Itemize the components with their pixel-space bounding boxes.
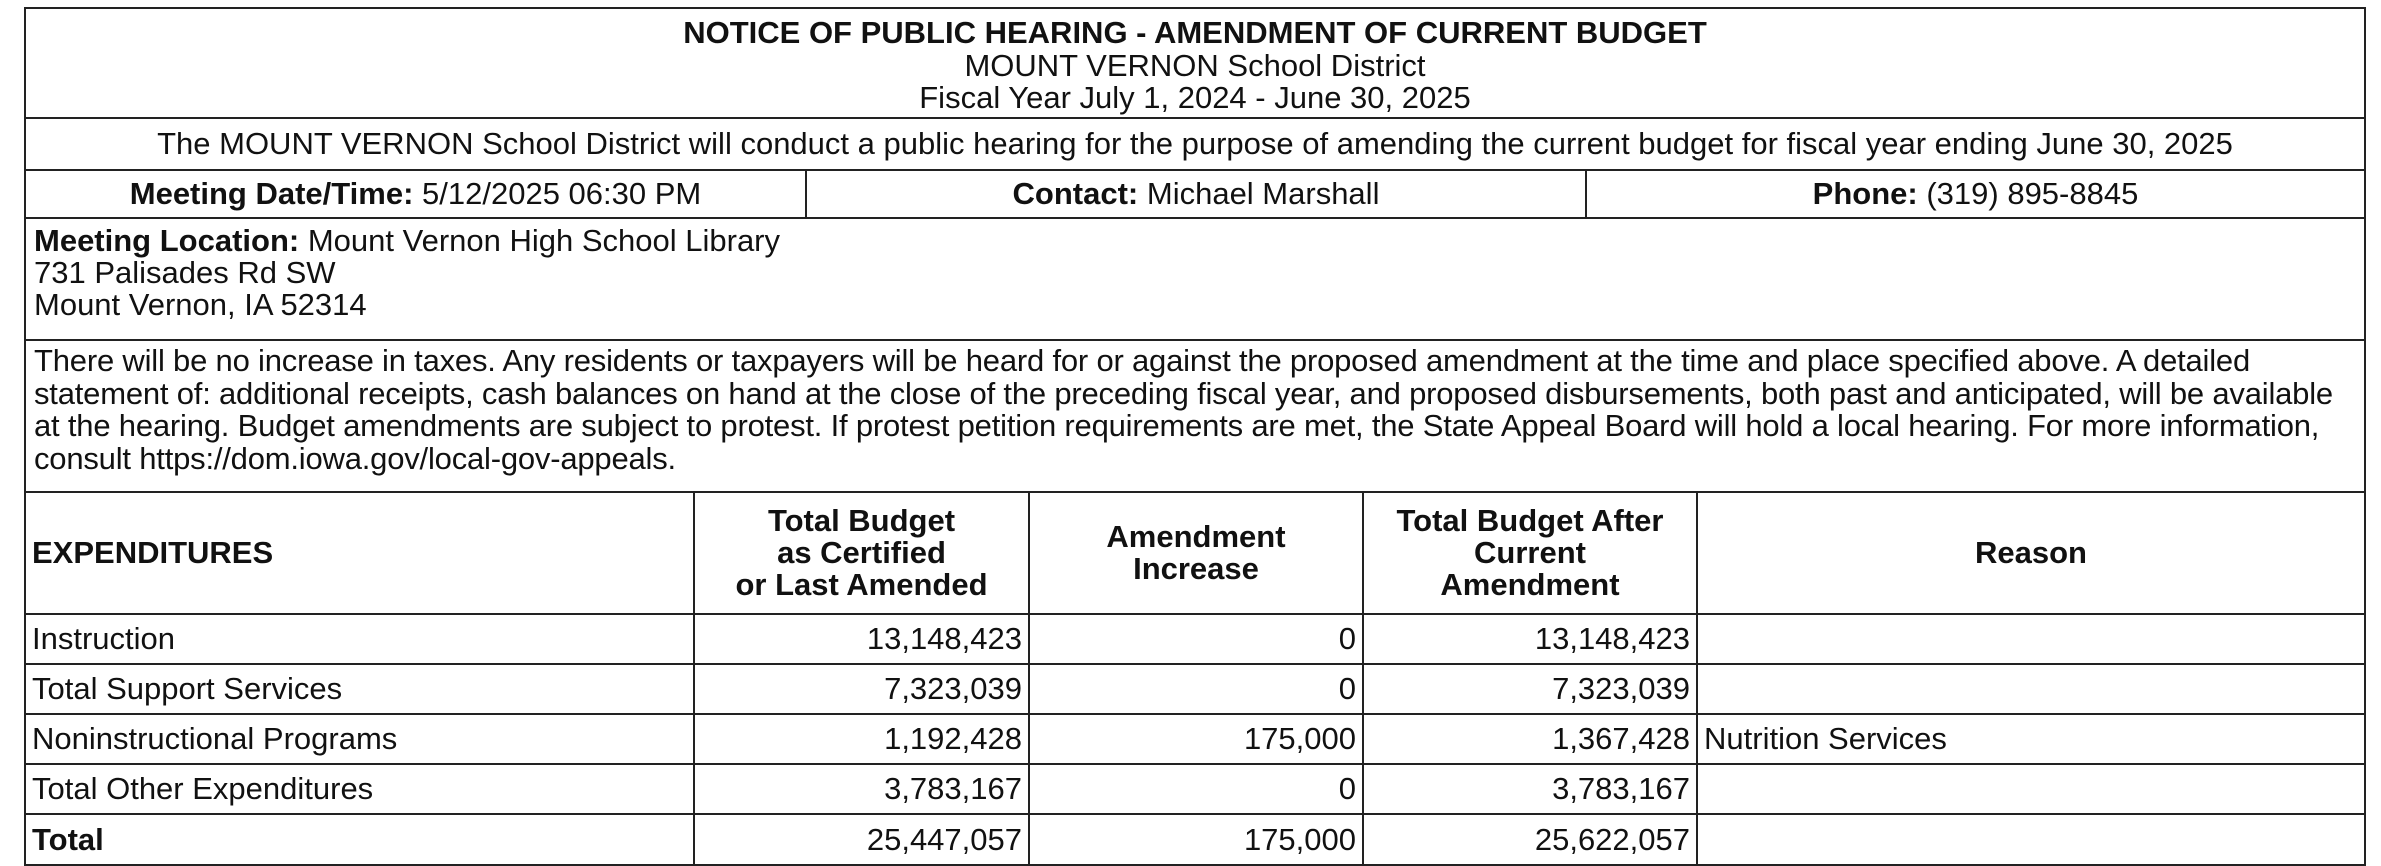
- total-certified: 25,447,057: [694, 814, 1029, 864]
- header-expenditures: EXPENDITURES: [26, 492, 694, 614]
- row-label: Noninstructional Programs: [26, 714, 694, 764]
- location-street: 731 Palisades Rd SW: [34, 255, 336, 290]
- meeting-datetime-label: Meeting Date/Time:: [129, 176, 414, 211]
- row-certified: 7,323,039: [694, 664, 1029, 714]
- table-row: [26, 764, 2364, 814]
- row-after: 7,323,039: [1363, 664, 1697, 714]
- hearing-info-text: There will be no increase in taxes. Any residents or taxpayers will be heard for or against the proposed amendment at the time and place specified above. A detailed statement of: additional receipts, cash balances on hand at the close of the preceding fiscal year, and proposed disbursements, both past and anticipated, will be available at the hearing. Budget amendments are subject to protest. If protest petition requirements are met, the State Appeal Board will hold a local hearing. For more information, consult https://dom.iowa.gov/local-gov-appeals.: [34, 343, 2333, 476]
- contact-cell: [807, 171, 1587, 217]
- row-after: 13,148,423: [1363, 614, 1697, 664]
- row-certified: 3,783,167: [694, 764, 1029, 814]
- header-increase-line: Increase: [1133, 551, 1259, 586]
- total-after: 25,622,057: [1363, 814, 1697, 864]
- fiscal-year: Fiscal Year July 1, 2024 - June 30, 2025: [919, 80, 1471, 115]
- meeting-datetime-cell: [26, 171, 807, 217]
- district-name: MOUNT VERNON School District: [964, 48, 1426, 83]
- table-row: [26, 664, 2364, 714]
- row-reason: [1697, 664, 2364, 714]
- phone-label: Phone:: [1812, 176, 1918, 211]
- meeting-details-row: [26, 171, 2364, 219]
- phone-cell: [1587, 171, 2364, 217]
- row-after: 1,367,428: [1363, 714, 1697, 764]
- contact-value: Michael Marshall: [1146, 176, 1380, 211]
- row-label: Total Support Services: [26, 664, 694, 714]
- total-reason: [1697, 814, 2364, 864]
- header-after-line: Current: [1474, 535, 1586, 570]
- header-after-line: Amendment: [1440, 567, 1620, 602]
- header-certified-line: Total Budget: [767, 503, 956, 538]
- row-label: Total Other Expenditures: [26, 764, 694, 814]
- row-increase: 0: [1029, 764, 1363, 814]
- row-certified: 1,192,428: [694, 714, 1029, 764]
- meeting-location: [26, 219, 2364, 341]
- location-city: Mount Vernon, IA 52314: [34, 287, 367, 322]
- notice-title: NOTICE OF PUBLIC HEARING - AMENDMENT OF CURRENT BUDGET: [683, 15, 1707, 50]
- header-certified-line: as Certified: [777, 535, 946, 570]
- header-certified: [694, 492, 1029, 614]
- header-after-line: Total Budget After: [1396, 503, 1664, 538]
- location-label: Meeting Location:: [34, 223, 300, 258]
- notice-header: [26, 9, 2364, 119]
- table-header-row: [26, 492, 2364, 614]
- table-row: [26, 714, 2364, 764]
- expenditures-table: [26, 491, 2364, 864]
- header-after: [1363, 492, 1697, 614]
- location-name: Mount Vernon High School Library: [307, 223, 781, 258]
- meeting-datetime-value: 5/12/2025 06:30 PM: [422, 176, 702, 211]
- row-after: 3,783,167: [1363, 764, 1697, 814]
- row-label: Instruction: [26, 614, 694, 664]
- hearing-purpose: The MOUNT VERNON School District will conduct a public hearing for the purpose of amending the current budget for fiscal year ending June 30, 2025: [26, 119, 2364, 171]
- contact-label: Contact:: [1012, 176, 1139, 211]
- row-certified: 13,148,423: [694, 614, 1029, 664]
- row-increase: 0: [1029, 664, 1363, 714]
- phone-value: (319) 895-8845: [1926, 176, 2139, 211]
- row-reason: [1697, 614, 2364, 664]
- header-increase-line: Amendment: [1106, 519, 1286, 554]
- header-certified-line: or Last Amended: [735, 567, 988, 602]
- row-increase: 175,000: [1029, 714, 1363, 764]
- total-increase: 175,000: [1029, 814, 1363, 864]
- location-name-line: [34, 225, 2356, 257]
- table-row: [26, 614, 2364, 664]
- budget-hearing-notice: [24, 7, 2366, 866]
- row-reason: [1697, 764, 2364, 814]
- total-label: Total: [26, 814, 694, 864]
- header-increase: [1029, 492, 1363, 614]
- row-reason: Nutrition Services: [1697, 714, 2364, 764]
- header-reason: Reason: [1697, 492, 2364, 614]
- row-increase: 0: [1029, 614, 1363, 664]
- table-total-row: [26, 814, 2364, 864]
